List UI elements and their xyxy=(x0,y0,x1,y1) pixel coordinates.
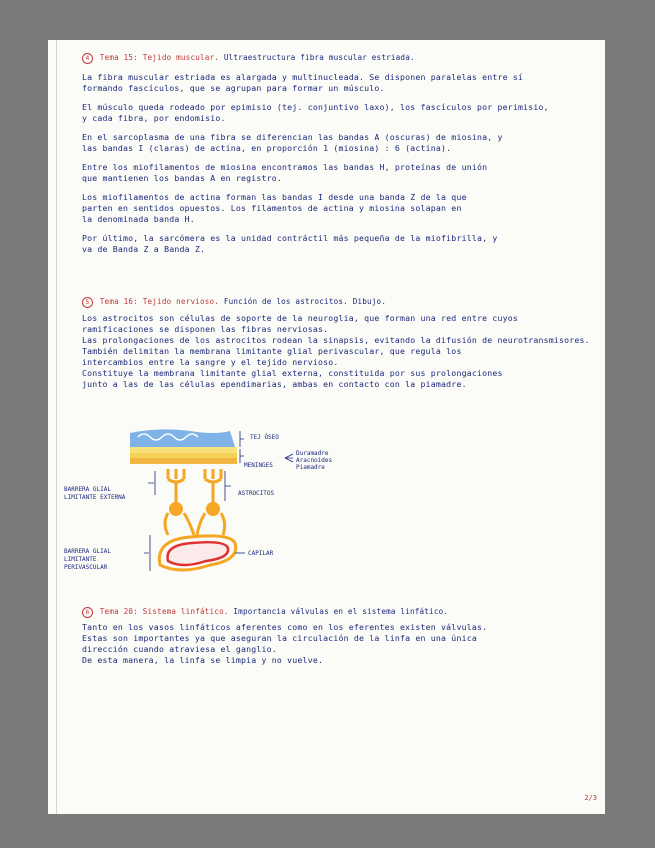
text-line: intercambios entre la sangre y el tejido nervioso. xyxy=(82,357,339,367)
page-number: 2/3 xyxy=(584,794,597,802)
section-muscle xyxy=(82,52,597,263)
section-heading xyxy=(82,606,597,618)
piamadre-layer xyxy=(130,458,237,464)
label-barrera-externa: BARRERA GLIAL xyxy=(64,486,111,493)
section-heading xyxy=(82,296,597,308)
paragraph xyxy=(82,132,597,154)
astrocyte-diagram xyxy=(60,425,360,585)
section-label: Tema 15: Tejido muscular. xyxy=(99,53,220,62)
section-number: 6 xyxy=(82,607,93,618)
text-line: va de Banda Z a Banda Z. xyxy=(82,244,206,254)
text-line: Los astrocitos son células de soporte de la neuroglia, que forman una red entre cuyos xyxy=(82,313,518,323)
bone-layer xyxy=(130,429,235,447)
section-title: Función de los astrocitos. Dibujo. xyxy=(223,297,387,306)
paragraph xyxy=(82,102,597,124)
aracnoides-layer xyxy=(130,453,237,458)
label-duramadre: Duramadre xyxy=(296,450,329,457)
text-line: Los miofilamentos de actina forman las bandas I desde una banda Z de la que xyxy=(82,192,467,202)
section-heading xyxy=(82,52,597,64)
section-title: Ultraestructura fibra muscular estriada. xyxy=(223,53,415,62)
label-aracnoides: Aracnoides xyxy=(296,457,333,464)
text-line: Por último, la sarcómera es la unidad contráctil más pequeña de la miofibrilla, y xyxy=(82,233,498,243)
text-line: y cada fibra, por endomisio. xyxy=(82,113,226,123)
section-number: 5 xyxy=(82,297,93,308)
duramadre-layer xyxy=(130,447,237,453)
paragraph xyxy=(82,72,597,94)
paragraph xyxy=(82,313,597,390)
margin-line xyxy=(56,40,57,814)
text-line: las bandas I (claras) de actina, en proporción 1 (miosina) : 6 (actina). xyxy=(82,143,452,153)
section-label: Tema 20: Sistema linfático. xyxy=(99,607,229,616)
section-label: Tema 16: Tejido nervioso. xyxy=(99,297,220,306)
label-piamadre: Piamadre xyxy=(296,464,325,471)
text-line: parten en sentidos opuestos. Los filamentos de actina y miosina solapan en xyxy=(82,203,462,213)
text-line: Tanto en los vasos linfáticos aferentes como en los eferentes existen válvulas. xyxy=(82,622,488,632)
label-meninges: MENINGES xyxy=(244,462,273,469)
paragraph xyxy=(82,622,597,666)
astrocyte-body xyxy=(169,502,183,516)
label-barrera-externa-2: LIMITANTE EXTERNA xyxy=(64,494,126,501)
section-nervous xyxy=(82,296,597,398)
section-title: Importancia válvulas en el sistema linfático. xyxy=(233,607,449,616)
astrocyte-processes xyxy=(165,469,225,535)
label-barrera-peri-3: PERIVASCULAR xyxy=(64,564,108,571)
label-barrera-peri: BARRERA GLIAL xyxy=(64,548,111,555)
label-barrera-peri-2: LIMITANTE xyxy=(64,556,97,563)
paragraph xyxy=(82,233,597,255)
text-line: formando fascículos, que se agrupan para formar un músculo. xyxy=(82,83,385,93)
label-bone: TEJ ÓSEO xyxy=(250,434,279,441)
text-line: junto a las de las células ependimarias, ambas en contacto con la piamadre. xyxy=(82,379,467,389)
text-line: la denominada banda H. xyxy=(82,214,195,224)
paragraph xyxy=(82,162,597,184)
label-astrocitos: ASTROCITOS xyxy=(238,490,275,497)
text-line: Estas son importantes ya que aseguran la circulación de la linfa en una única xyxy=(82,633,477,643)
text-line: De esta manera, la linfa se limpia y no vuelve. xyxy=(82,655,324,665)
text-line: ramificaciones se disponen las fibras nerviosas. xyxy=(82,324,329,334)
astrocyte-body xyxy=(206,502,220,516)
section-lymph xyxy=(82,606,597,674)
section-number: 4 xyxy=(82,53,93,64)
paragraph xyxy=(82,192,597,225)
text-line: El músculo queda rodeado por epimisio (tej. conjuntivo laxo), los fascículos por perimisio, xyxy=(82,102,549,112)
text-line: También delimitan la membrana limitante glial perivascular, que regula los xyxy=(82,346,462,356)
text-line: Las prolongaciones de los astrocitos rodean la sinapsis, evitando la difusión de neurotransmisores. xyxy=(82,335,590,345)
text-line: En el sarcoplasma de una fibra se diferencian las bandas A (oscuras) de miosina, y xyxy=(82,132,503,142)
text-line: Entre los miofilamentos de miosina encontramos las bandas H, proteínas de unión xyxy=(82,162,488,172)
text-line: dirección cuando atraviesa el ganglio. xyxy=(82,644,277,654)
text-line: que mantienen los bandas A en registro. xyxy=(82,173,283,183)
text-line: La fibra muscular estriada es alargada y multinucleada. Se disponen paralelas entre sí xyxy=(82,72,524,82)
text-line: Constituye la membrana limitante glial externa, constituida por sus prolongaciones xyxy=(82,368,503,378)
label-capilar: CAPILAR xyxy=(248,550,274,557)
